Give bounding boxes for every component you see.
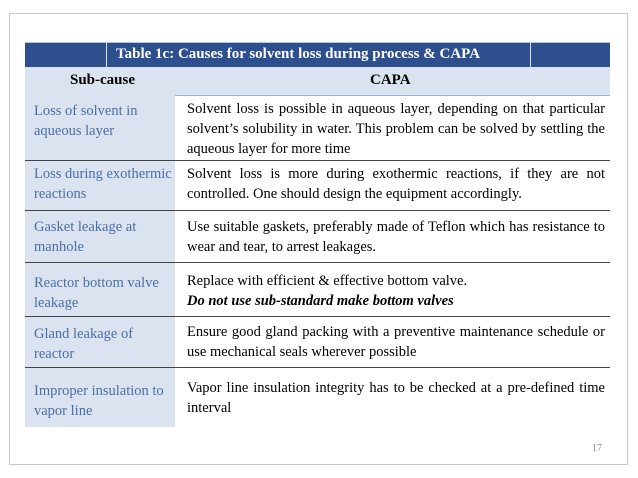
capa-text: Solvent loss is more during exothermic reactions, if they are not controlled. One should design the equipment accordingly.	[187, 166, 605, 202]
header-capa: CAPA	[370, 72, 411, 88]
header-sub-cause: Sub-cause	[70, 72, 136, 88]
capa-text: Solvent loss is possible in aqueous layer, depending on that particular solvent’s solubility in water. This problem can be solved by settling the aqueous layer for more time	[187, 101, 605, 157]
capa-cell	[187, 217, 605, 257]
title-row-right-cell	[530, 43, 610, 68]
capa-cell	[187, 378, 605, 418]
row-divider	[25, 262, 610, 263]
sub-cause-cell: Loss of solvent in aqueous layer	[34, 103, 138, 139]
table-header-row	[25, 67, 610, 96]
sub-cause-cell: Reactor bottom valve leakage	[34, 275, 159, 311]
sub-cause-cell: Improper insulation to vapor line	[34, 383, 164, 419]
table-title-row	[25, 42, 610, 68]
sub-cause-cell: Gland leakage of reactor	[34, 326, 134, 362]
capa-cell	[187, 99, 605, 159]
capa-cell	[187, 271, 605, 311]
row-divider	[25, 210, 610, 211]
sub-cause-cell: Gasket leakage at manhole	[34, 219, 137, 255]
capa-emphasis-text: Do not use sub-standard make bottom valves	[187, 293, 454, 309]
capa-text: Replace with efficient & effective bottom valve.	[187, 273, 468, 289]
capa-text: Ensure good gland packing with a preventive maintenance schedule or use mechanical seals wherever possible	[187, 324, 605, 360]
capa-cell	[187, 164, 605, 204]
capa-text: Vapor line insulation integrity has to be checked at a pre-defined time interval	[187, 380, 605, 416]
sub-cause-column-bg	[25, 95, 175, 427]
row-divider	[25, 160, 610, 161]
title-row-left-cell	[25, 43, 107, 68]
capa-cell	[187, 322, 605, 362]
page-number: 17	[592, 443, 602, 454]
row-divider	[25, 316, 610, 317]
capa-text: Use suitable gaskets, preferably made of Teflon which has resistance to wear and tear, to arrest leakages.	[187, 219, 605, 255]
row-divider	[25, 367, 610, 368]
sub-cause-cell: Loss during exothermic reactions	[34, 166, 172, 202]
table-title: Table 1c: Causes for solvent loss during process & CAPA	[116, 46, 481, 62]
